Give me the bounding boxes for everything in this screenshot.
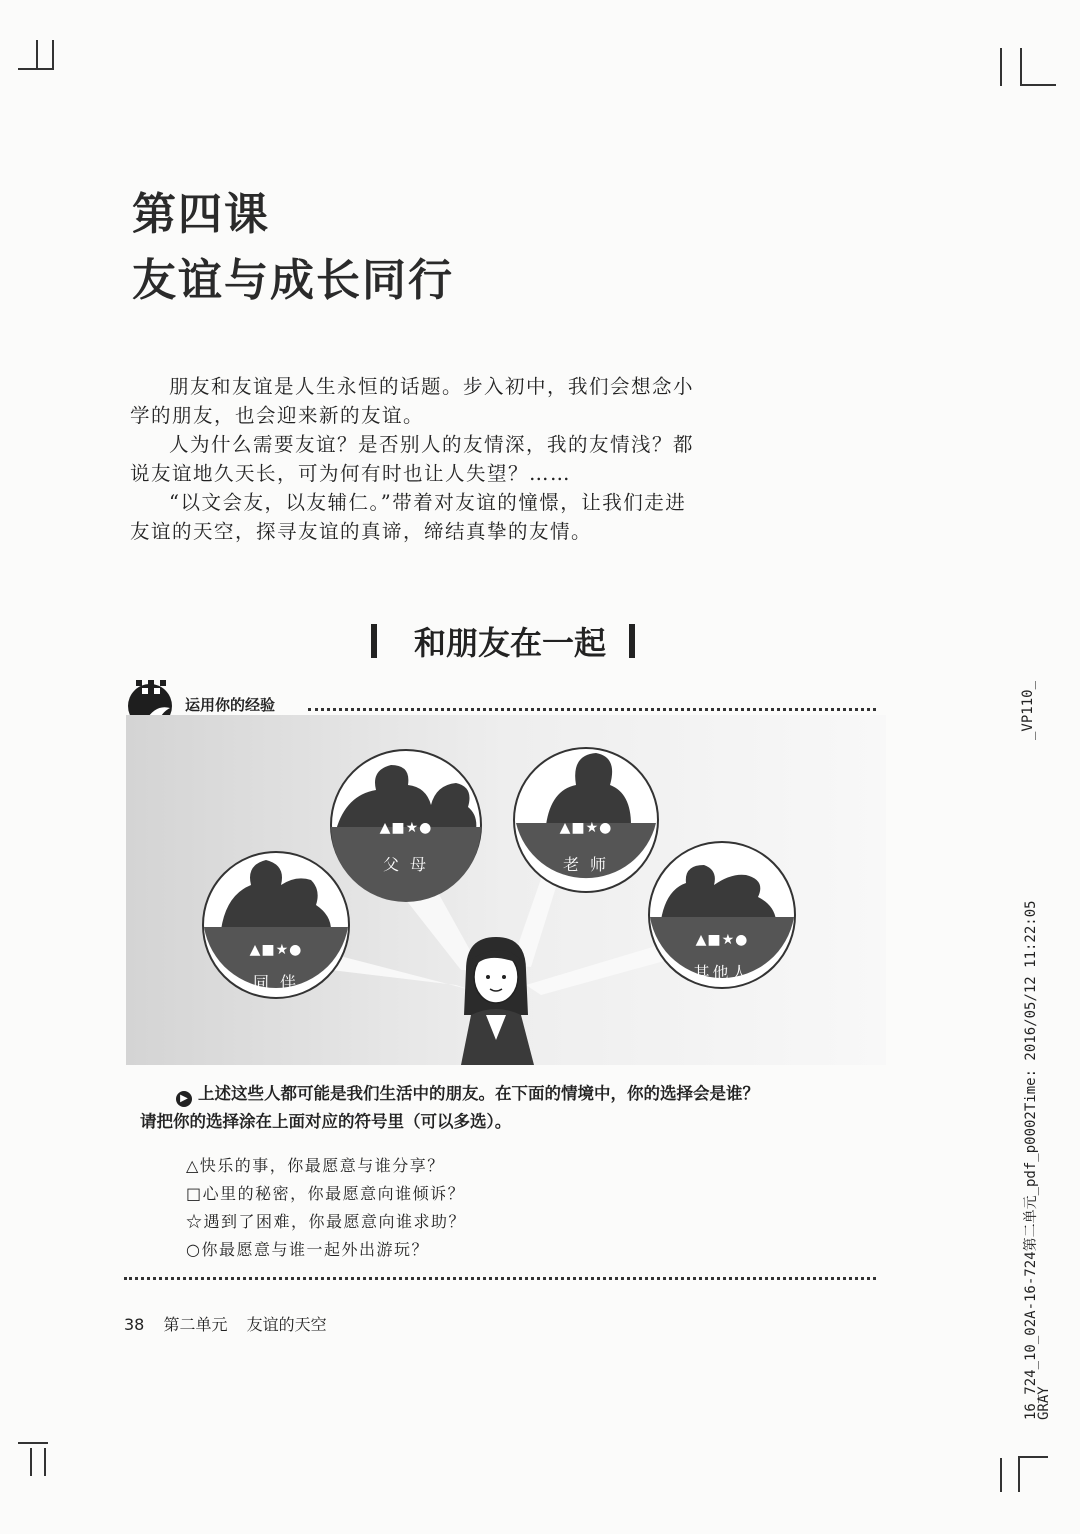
crop-mark [30,1448,32,1476]
crop-mark [1018,1456,1020,1492]
crop-mark [1020,84,1056,86]
list-item: ○你最愿意与谁一起外出游玩？ [186,1240,429,1259]
dotted-divider [124,1277,876,1280]
intro-paragraph: 朋友和友谊是人生永恒的话题。步入初中，我们会想念小学的朋友，也会迎来新的友谊。 [130,375,695,427]
lesson-name: 友谊与成长同行 [132,255,454,306]
crop-mark [36,40,38,70]
symbol-row-parents[interactable]: ▲■★● [379,820,433,836]
section-heading [365,616,655,666]
page-number: 38 [124,1315,145,1334]
print-mark-vp: _VP110_ [1020,680,1036,740]
list-item: ☆遇到了困难，你最愿意向谁求助？ [186,1212,467,1231]
question-line: 请把你的选择涂在上面对应的符号里（可以多选）。 [140,1112,512,1131]
crop-mark [1000,48,1002,86]
intro-paragraph: 人为什么需要友谊？是否别人的友情深，我的友情浅？都说友谊地久天长，可为何有时也让人失望？…… [130,433,695,485]
experience-label: 运用你的经验 [185,696,276,714]
section-title: 和朋友在一起 [413,624,606,662]
symbol-row-teacher[interactable]: ▲■★● [559,820,613,836]
friends-illustration [126,715,886,1065]
page-footer [124,1312,341,1335]
unit-number: 第二单元 [163,1315,228,1334]
lesson-title [132,182,454,314]
label-others: 其他人 [693,963,751,982]
dotted-divider [308,708,876,711]
heading-bar-left [371,624,377,658]
lesson-number: 第四课 [132,189,270,240]
label-peers: 同 伴 [252,973,300,992]
crop-mark [1020,48,1022,86]
scenario-list [186,1152,466,1264]
label-teacher: 老 师 [562,855,610,874]
crop-mark [1000,1458,1002,1492]
question-line: 上述这些人都可能是我们生活中的朋友。在下面的情境中，你的选择会是谁？ [198,1084,759,1103]
crop-mark [44,1448,46,1476]
heading-bar-right [629,624,635,658]
crop-mark [1018,1456,1048,1458]
label-parents: 父 母 [382,855,430,874]
girl-figure [461,937,534,1065]
crop-mark [18,68,54,70]
intro-text [130,372,695,546]
arrow-right-icon: ▶ [176,1091,192,1107]
unit-title: 友谊的天空 [246,1315,327,1334]
crop-mark [52,40,54,70]
intro-paragraph: “以文会友，以友辅仁。”带着对友谊的憧憬，让我们走进友谊的天空，探寻友谊的真谛，缔结真挚的友情。 [130,491,687,543]
question-prompt [140,1080,880,1136]
symbol-row-peers[interactable]: ▲■★● [249,942,303,958]
print-mark-gray: GRAY [1036,1386,1052,1420]
print-mark-file: 16_724_10_02A-16-724第二单元_pdf_p0002Time: 2016/05/12 11:22:05 [1023,900,1039,1420]
crop-mark [18,1442,48,1444]
list-item: △快乐的事，你最愿意与谁分享？ [186,1156,445,1175]
symbol-row-others[interactable]: ▲■★● [695,932,749,948]
list-item: □心里的秘密，你最愿意向谁倾诉？ [186,1184,466,1203]
